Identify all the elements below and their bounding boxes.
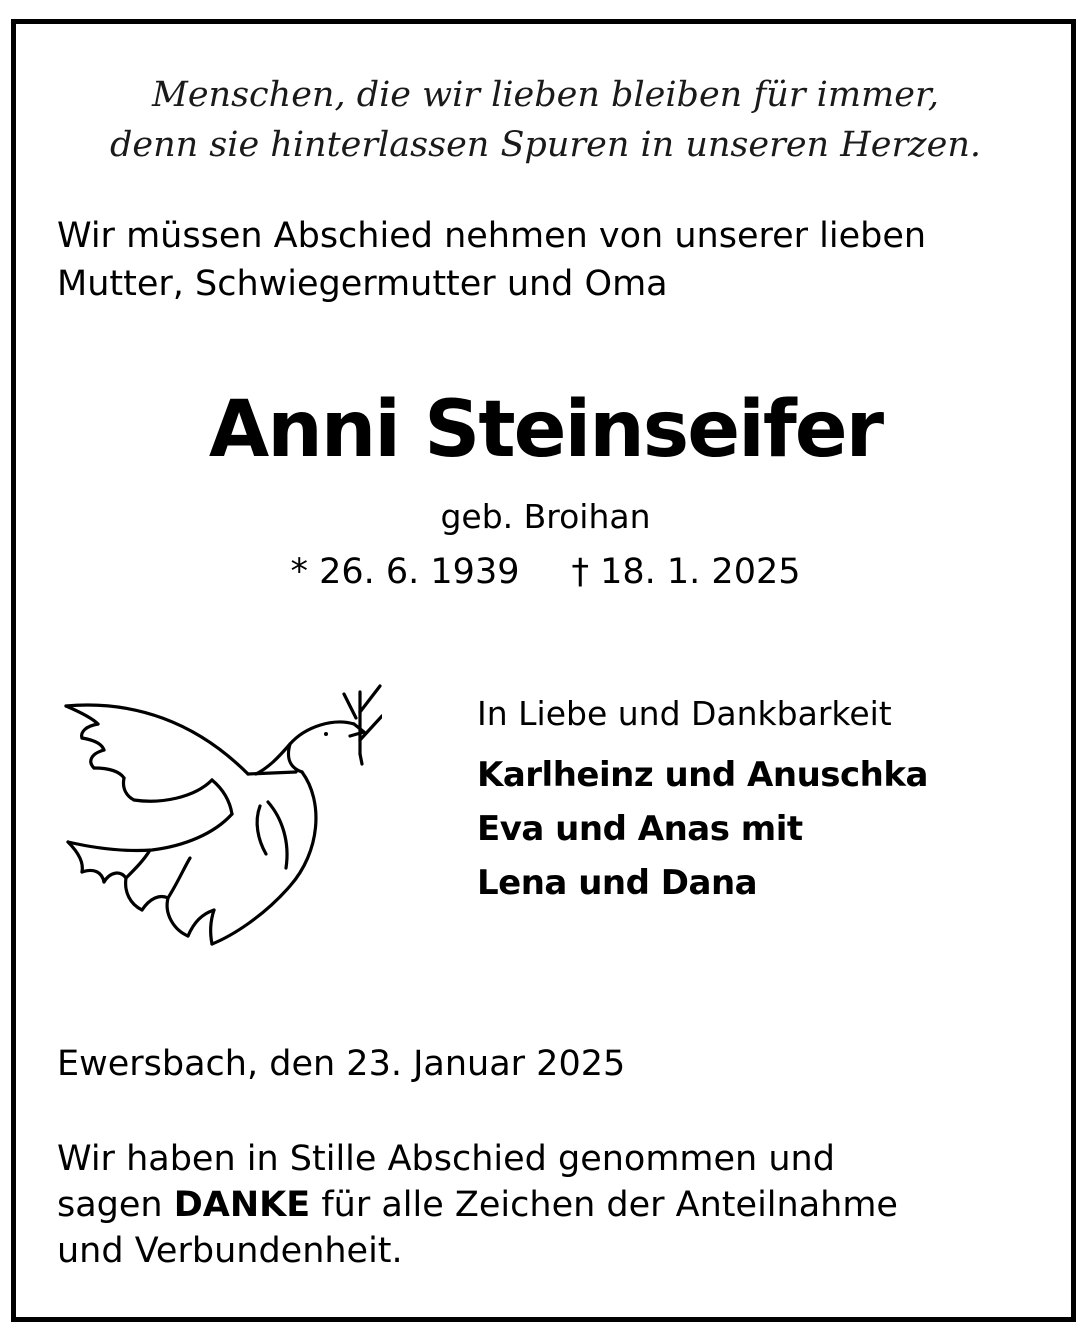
closing-line-2 (57, 1182, 898, 1228)
family-signature (477, 692, 928, 910)
dove-icon (64, 682, 382, 950)
memorial-poem (0, 70, 1091, 170)
deceased-name: Anni Steinseifer (208, 385, 883, 475)
family-names (477, 748, 928, 910)
intro-line-1: Wir müssen Abschied nehmen von unserer lieben (57, 216, 927, 256)
closing-line-2-end: für alle Zeichen der Anteilnahme (310, 1185, 898, 1225)
closing-line-1: Wir haben in Stille Abschied genommen und (57, 1139, 835, 1179)
closing-text (57, 1136, 898, 1274)
poem-line-2: denn sie hinterlassen Spuren in unseren Herzen. (109, 125, 982, 165)
family-name-2: Eva und Anas mit (477, 809, 803, 849)
danke-emphasis: DANKE (173, 1185, 311, 1225)
intro-line-2: Mutter, Schwiegermutter und Oma (57, 264, 668, 304)
family-name-1: Karlheinz und Anuschka (477, 755, 928, 795)
intro-text (57, 212, 926, 308)
life-dates (0, 550, 1091, 594)
maiden-name: geb. Broihan (440, 497, 651, 536)
closing-line-3: und Verbundenheit. (57, 1231, 403, 1271)
poem-line-1: Menschen, die wir lieben bleiben für immer, (152, 75, 939, 115)
place-date: Ewersbach, den 23. Januar 2025 (57, 1044, 626, 1084)
family-name-3: Lena und Dana (477, 863, 758, 903)
closing-line-2-start: sagen (57, 1185, 174, 1225)
birth-date: * 26. 6. 1939 (290, 552, 520, 592)
family-lead: In Liebe und Dankbarkeit (477, 694, 892, 733)
death-date: † 18. 1. 2025 (571, 552, 801, 592)
